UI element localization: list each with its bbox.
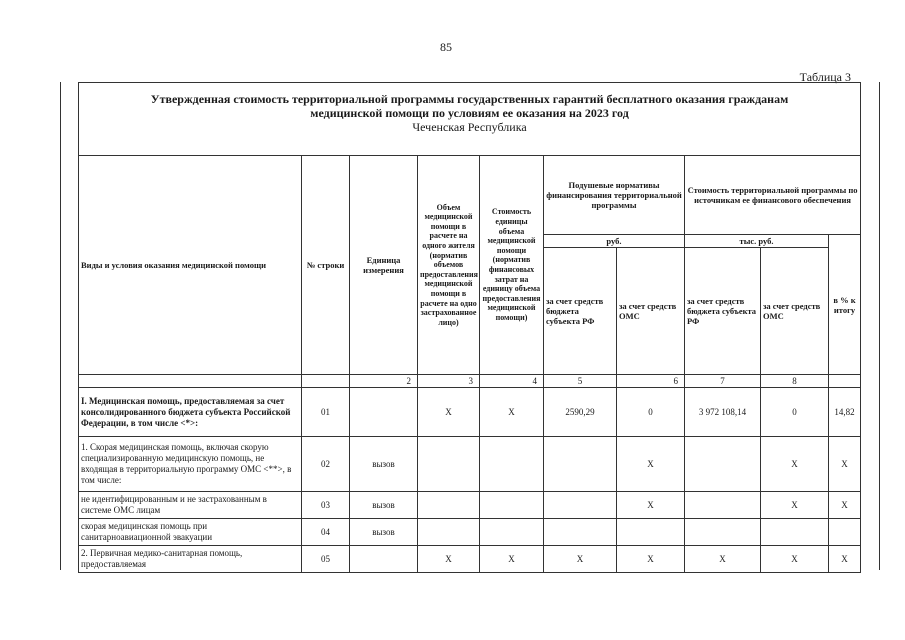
cell-cost [480,492,544,519]
cell-budget-rub [544,492,617,519]
row-number: 04 [302,519,350,546]
cell-percent: Х [829,437,861,492]
region-name: Чеченская Республика [412,120,527,134]
header-rub: руб. [544,235,685,248]
row-label: не идентифицированным и не застрахованным в системе ОМС лицам [79,492,302,519]
column-number: 5 [544,375,617,388]
cell-percent [829,519,861,546]
cell-budget-thousand [685,437,761,492]
title-line-2: медицинской помощи по условиям ее оказания на 2023 год [310,106,629,120]
cell-cost [480,519,544,546]
row-unit [350,388,418,437]
title-row [79,83,861,156]
cell-volume: Х [418,388,480,437]
column-number: 7 [685,375,761,388]
cell-cost [480,437,544,492]
table-row [79,388,861,437]
column-number: 6 [617,375,685,388]
header-row-1 [79,156,861,235]
cell-oms-thousand: Х [761,492,829,519]
cell-volume [418,437,480,492]
column-number: 2 [350,375,418,388]
cell-budget-rub [544,519,617,546]
cell-oms-rub: 0 [617,388,685,437]
row-number: 01 [302,388,350,437]
row-unit: вызов [350,519,418,546]
row-unit [350,546,418,573]
cell-percent: Х [829,492,861,519]
cell-budget-thousand: 3 972 108,14 [685,388,761,437]
column-number: 8 [761,375,829,388]
row-unit: вызов [350,492,418,519]
title-line-1: Утвержденная стоимость территориальной программы государственных гарантий бесплатного оказания гражданам [150,92,789,106]
header-oms: за счет средств ОМС [617,248,685,375]
table-label: Таблица 3 [799,70,851,84]
column-number [829,375,861,388]
cell-oms-rub [617,519,685,546]
header-percent: в % к итогу [829,235,861,375]
header-kinds: Виды и условия оказания медицинской помощи [79,156,302,375]
header-budget: за счет средств бюджета субъекта РФ [544,248,617,375]
table-row [79,519,861,546]
table-row [79,492,861,519]
cell-volume [418,492,480,519]
cell-percent: Х [829,546,861,573]
row-number: 02 [302,437,350,492]
cell-oms-rub: Х [617,437,685,492]
cell-oms-rub: Х [617,492,685,519]
header-program-cost: Стоимость территориальной программы по источникам ее финансового обеспечения [685,156,861,235]
header-volume: Объем медицинской помощи в расчете на одного жителя (норматив объемов предоставления медицинской помощи в расчете на одно застрахованное лицо) [418,156,480,375]
table-row [79,437,861,492]
table-title [79,83,861,156]
row-label: скорая медицинская помощь при санитарноавиационной эвакуации [79,519,302,546]
header-budget-2: за счет средств бюджета субъекта РФ [685,248,761,375]
cost-table [78,82,861,573]
cell-oms-thousand [761,519,829,546]
header-unit: Единица измерения [350,156,418,375]
row-number: 05 [302,546,350,573]
row-label: 1. Скорая медицинская помощь, включая скорую специализированную медицинскую помощь, не входящая в территориальную программу ОМС <**>, в том числе: [79,437,302,492]
cell-budget-thousand: Х [685,546,761,573]
header-thousand-rub: тыс. руб. [685,235,829,248]
cell-oms-thousand: Х [761,546,829,573]
cell-cost: Х [480,546,544,573]
cell-budget-rub [544,437,617,492]
column-number [79,375,302,388]
cell-budget-thousand [685,492,761,519]
column-number: 4 [480,375,544,388]
header-row-no: № строки [302,156,350,375]
cell-oms-thousand: 0 [761,388,829,437]
header-oms-2: за счет средств ОМС [761,248,829,375]
cell-budget-rub: 2590,29 [544,388,617,437]
row-label: 2. Первичная медико-санитарная помощь, предоставляемая [79,546,302,573]
column-number: 3 [418,375,480,388]
header-per-capita: Подушевые нормативы финансирования территориальной программы [544,156,685,235]
table-row [79,546,861,573]
page-number: 85 [440,40,452,54]
cell-cost: Х [480,388,544,437]
row-number: 03 [302,492,350,519]
row-unit: вызов [350,437,418,492]
cell-volume [418,519,480,546]
header-cost: Стоимость единицы объема медицинской помощи (норматив финансовых затрат на единицу объема предоставления медицинской помощи) [480,156,544,375]
column-number [302,375,350,388]
cell-volume: Х [418,546,480,573]
row-label: I. Медицинская помощь, предоставляемая за счет консолидированного бюджета субъекта Российской Федерации, в том числе <*>: [79,388,302,437]
cell-budget-thousand [685,519,761,546]
cell-oms-thousand: Х [761,437,829,492]
column-number-row [79,375,861,388]
cell-oms-rub: Х [617,546,685,573]
cell-budget-rub: Х [544,546,617,573]
cell-percent: 14,82 [829,388,861,437]
